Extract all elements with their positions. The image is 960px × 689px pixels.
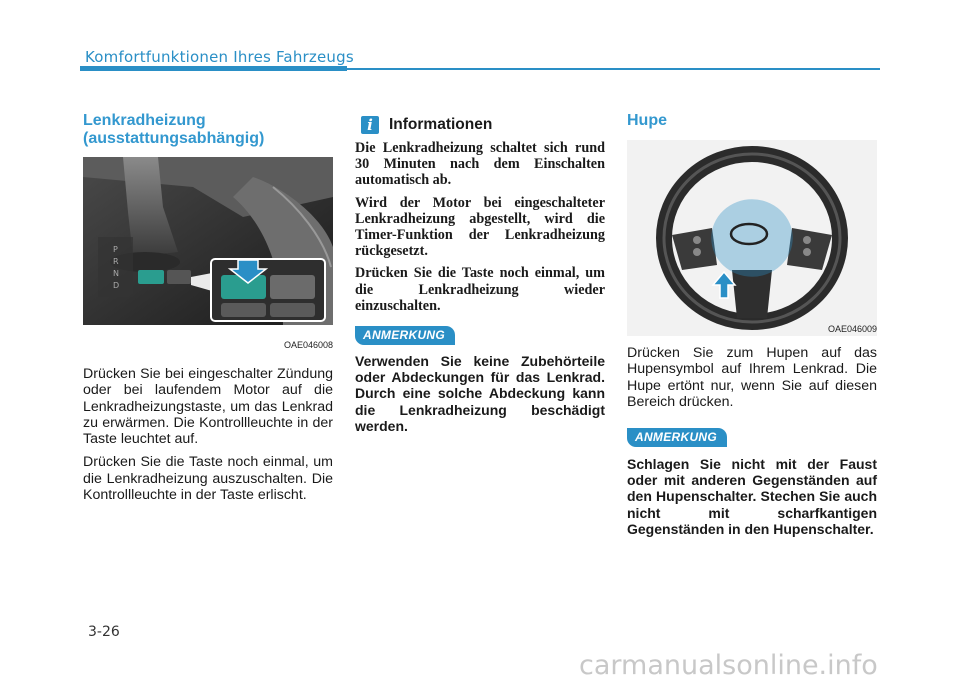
- notice-text-block: [355, 353, 605, 434]
- header-divider: [347, 68, 880, 70]
- console-illustration: [83, 157, 333, 325]
- svg-text:R: R: [113, 257, 119, 266]
- info-title: Informationen: [389, 116, 493, 133]
- horn-steering-wheel-image: [627, 140, 877, 336]
- title-line-1: Lenkradheizung: [83, 112, 206, 129]
- notice-text: Schlagen Sie nicht mit der Faust oder mit anderen Gegenständen auf den Hupenschalter. Stechen Sie auch nicht mit scharfkantigen Gegenständen in den Hupenschalter.: [627, 456, 877, 537]
- notice-badge: ANMERKUNG: [355, 326, 455, 345]
- info-header: [361, 116, 492, 134]
- info-paragraph: Wird der Motor bei eingeschalteter Lenkradheizung abgestellt, wird die Timer-Funktion der Lenkradheizung rückgesetzt.: [355, 194, 605, 260]
- page-number: 3-26: [88, 624, 120, 640]
- image-caption: OAE046009: [827, 324, 877, 334]
- info-paragraph: Drücken Sie die Taste noch einmal, um die Lenkradheizung wieder einzuschalten.: [355, 265, 605, 314]
- notice-text: Verwenden Sie keine Zubehörteile oder Abdeckungen für das Lenkrad. Durch eine solche Abdeckung kann die Lenkradheizung beschädigt werden.: [355, 353, 605, 434]
- notice-text-block: [627, 456, 877, 537]
- svg-text:P: P: [113, 245, 118, 254]
- info-text: [355, 140, 605, 320]
- horn-area-highlight: [712, 200, 792, 276]
- paragraph: Drücken Sie bei eingeschalter Zündung oder bei laufendem Motor auf die Lenkradheizungstaste, um das Lenkrad zu erwärmen. Die Kontrollleuchte in der Taste leuchtet auf.: [83, 366, 333, 448]
- svg-text:N: N: [113, 269, 119, 278]
- paragraph: Drücken Sie die Taste noch einmal, um die Lenkradheizung auszuschalten. Die Kontrollleuchte in der Taste erlischt.: [83, 454, 333, 504]
- info-icon: i: [361, 116, 379, 134]
- horn-text: [627, 345, 877, 417]
- header-title: Komfortfunktionen Ihres Fahrzeugs: [85, 48, 354, 66]
- section-title-horn: Hupe: [627, 112, 667, 129]
- watermark: carmanualsonline.info: [579, 650, 878, 681]
- info-paragraph: Die Lenkradheizung schaltet sich rund 30 Minuten nach dem Einschalten automatisch ab.: [355, 140, 605, 189]
- steering-heater-text: [83, 366, 333, 510]
- paragraph: Drücken Sie zum Hupen auf das Hupensymbol auf Ihrem Lenkrad. Die Hupe ertönt nur, wenn Sie auf diesen Bereich drücken.: [627, 345, 877, 410]
- image-caption: OAE046008: [283, 340, 333, 350]
- notice-badge: ANMERKUNG: [627, 428, 727, 447]
- svg-text:D: D: [113, 281, 120, 290]
- section-title-steering-heater: [83, 112, 343, 148]
- steering-wheel-illustration: [627, 140, 877, 336]
- steering-heater-button-image: [83, 157, 333, 325]
- header-bar: [80, 66, 347, 71]
- heater-button-small: [138, 270, 164, 284]
- title-line-2: (ausstattungsabhängig): [83, 130, 265, 147]
